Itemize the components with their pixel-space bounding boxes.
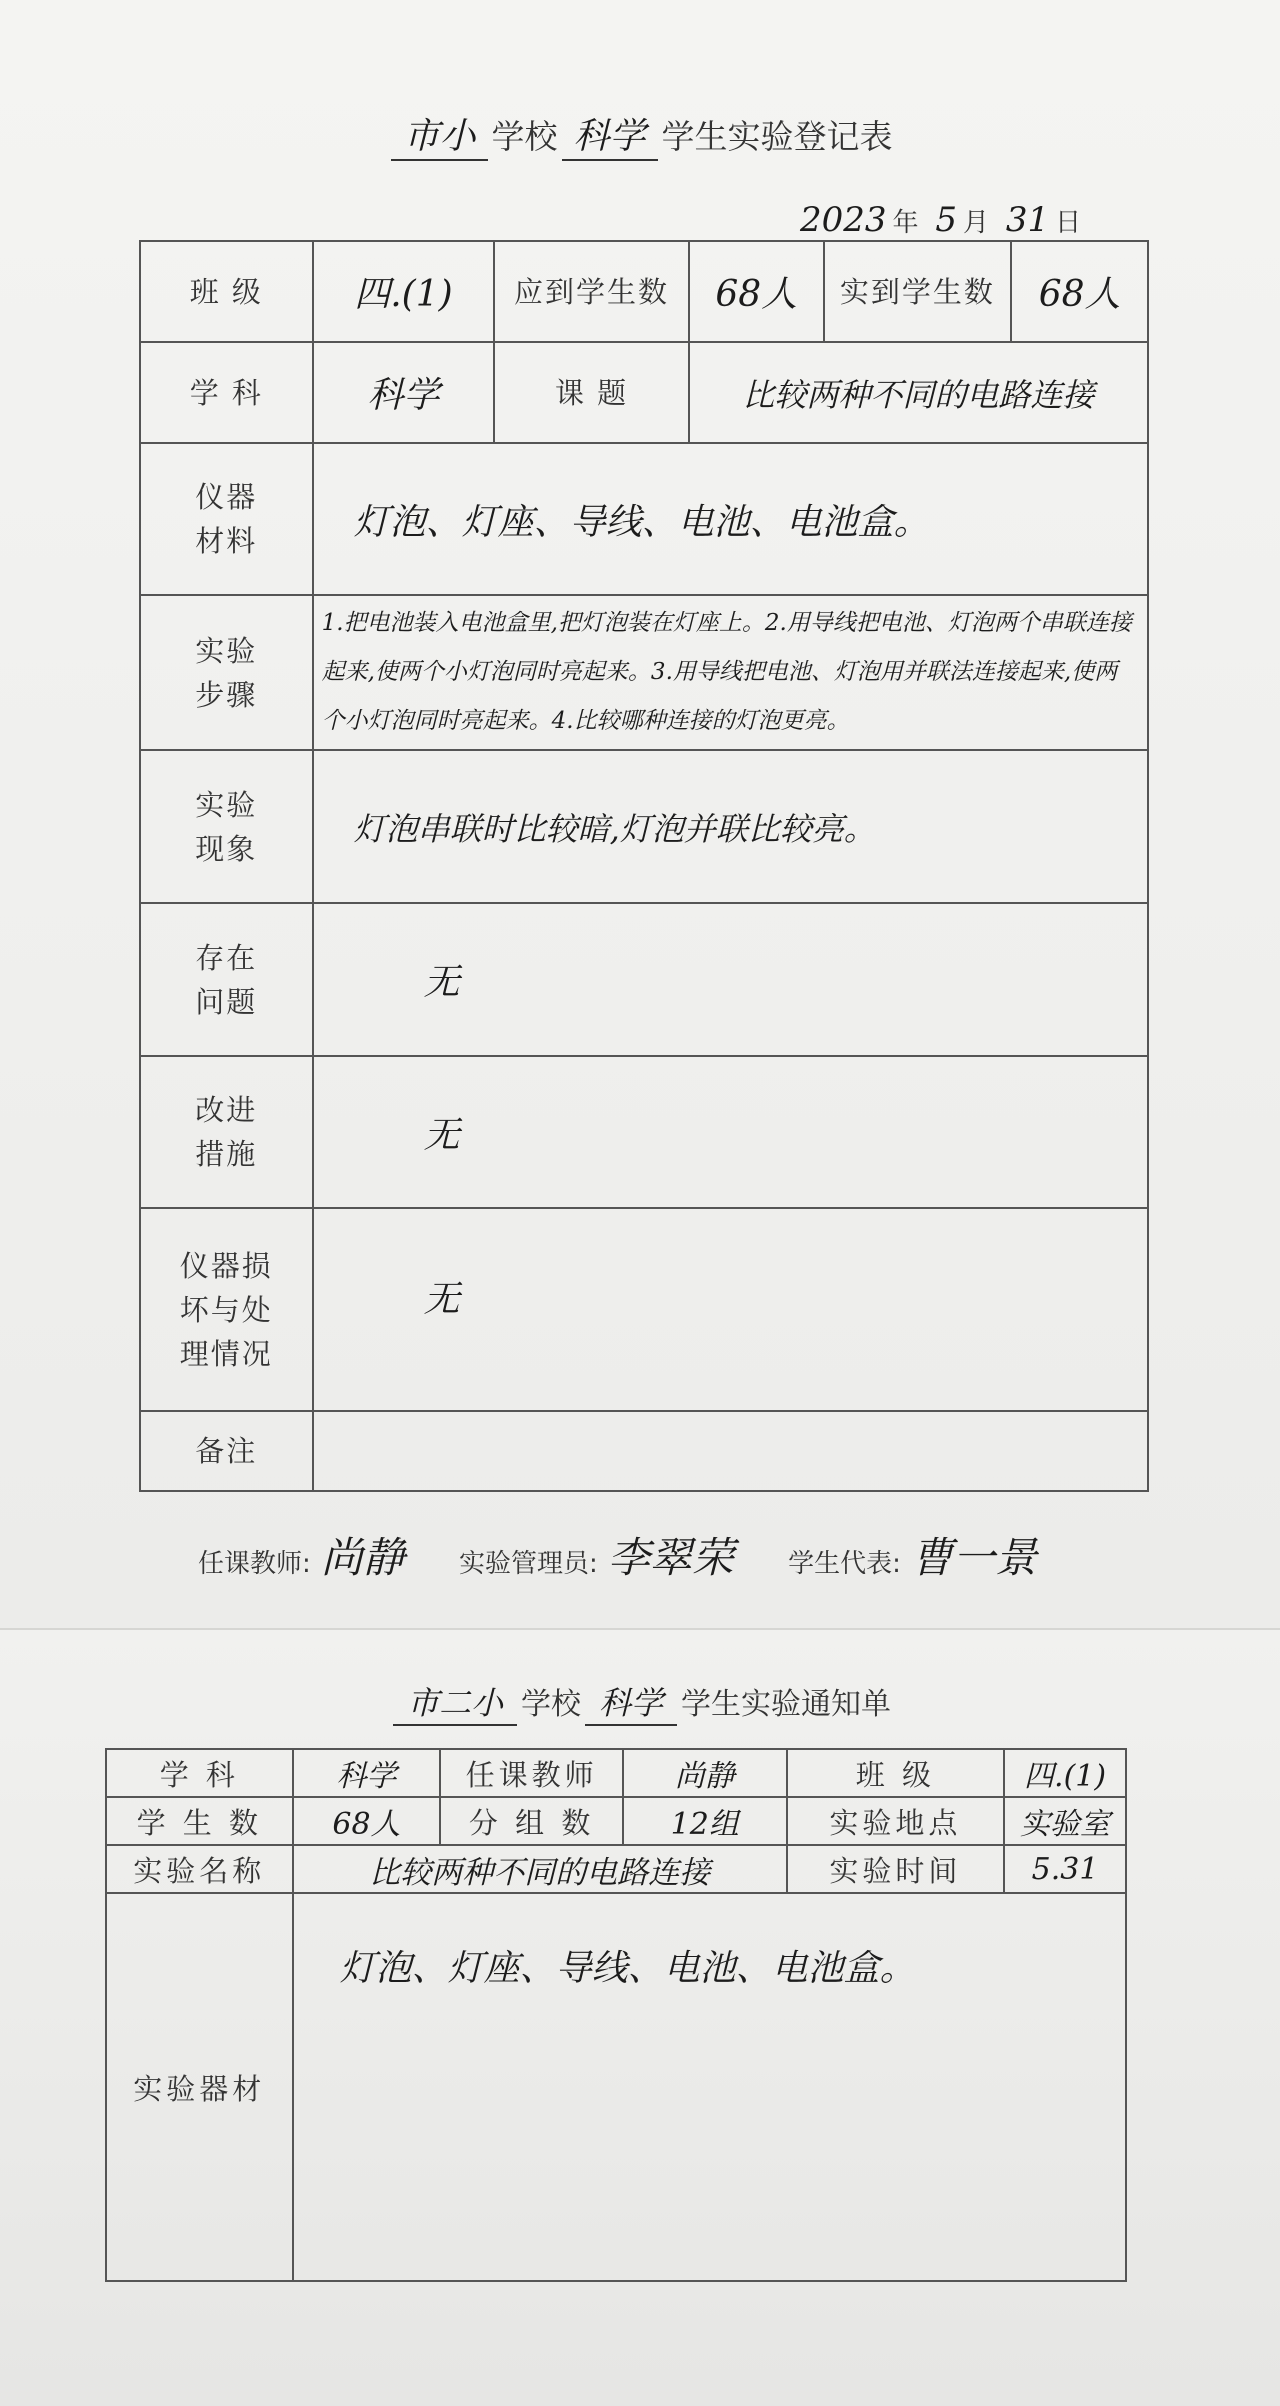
topic-label: 课 题 bbox=[494, 342, 689, 443]
problems-value: 无 bbox=[313, 903, 1148, 1056]
notice-time-label: 实验时间 bbox=[787, 1845, 1005, 1893]
expected-label: 应到学生数 bbox=[494, 241, 689, 342]
notice-time-value: 5.31 bbox=[1004, 1845, 1126, 1893]
notice-place-label: 实验地点 bbox=[787, 1797, 1005, 1845]
notice-table bbox=[105, 1748, 1127, 2282]
class-label: 班 级 bbox=[140, 241, 313, 342]
actual-label: 实到学生数 bbox=[824, 241, 1012, 342]
improve-label-line1: 改进 bbox=[195, 1093, 258, 1127]
notice-title-school-word: 学校 bbox=[521, 1687, 581, 1722]
notice-row-3 bbox=[106, 1845, 1126, 1893]
notice-subject-value: 科学 bbox=[293, 1749, 441, 1797]
notes-value bbox=[313, 1411, 1148, 1491]
problems-label-line1: 存在 bbox=[195, 940, 258, 975]
damage-label-line2: 坏与处 bbox=[179, 1292, 273, 1327]
steps-value: 1.把电池装入电池盒里,把灯泡装在灯座上。2.用导线把电池、灯泡两个串联连接起来,使两个小灯泡同时亮起来。3.用导线把电池、灯泡用并联法连接起来,使两个小灯泡同时亮起来。4.比较哪种连接的灯泡更亮。 bbox=[313, 595, 1148, 750]
improve-value: 无 bbox=[313, 1056, 1148, 1208]
notice-place-value: 实验室 bbox=[1004, 1797, 1126, 1845]
improve-label-line2: 措施 bbox=[195, 1137, 258, 1171]
steps-label-line2: 步骤 bbox=[195, 677, 258, 712]
notice-class-label: 班 级 bbox=[787, 1749, 1005, 1797]
notice-teacher-label: 任课教师 bbox=[440, 1749, 623, 1797]
date-day: 31 bbox=[1005, 200, 1050, 240]
notice-school-name: 市二小 bbox=[393, 1678, 517, 1726]
phenomena-label bbox=[140, 750, 313, 903]
notice-equipment-label: 实验器材 bbox=[106, 1893, 293, 2281]
teacher-signature: 尚静 bbox=[320, 1533, 405, 1582]
notice-title-form-name: 学生实验通知单 bbox=[681, 1687, 892, 1722]
notice-count-label: 学 生 数 bbox=[106, 1797, 293, 1845]
registration-table bbox=[139, 240, 1149, 1492]
damage-label-line3: 理情况 bbox=[179, 1336, 273, 1371]
date-year-label: 年 bbox=[892, 208, 919, 238]
row-damage bbox=[140, 1208, 1148, 1411]
notice-subject-name: 科学 bbox=[585, 1678, 677, 1726]
notice-name-value: 比较两种不同的电路连接 bbox=[293, 1845, 787, 1893]
notice-groups-value: 12组 bbox=[623, 1797, 787, 1845]
subject-label: 学 科 bbox=[140, 342, 313, 443]
notice-equipment-value: 灯泡、灯座、导线、电池、电池盒。 bbox=[293, 1893, 1126, 2281]
title-form-name: 学生实验登记表 bbox=[661, 117, 893, 156]
notice-row-1 bbox=[106, 1749, 1126, 1797]
admin-signature: 李翠荣 bbox=[607, 1533, 734, 1582]
row-notes bbox=[140, 1411, 1148, 1491]
date-year: 2023 bbox=[800, 200, 887, 240]
notice-teacher-value: 尚静 bbox=[623, 1749, 787, 1797]
improve-label bbox=[140, 1056, 313, 1208]
row-subject bbox=[140, 342, 1148, 443]
problems-label-line2: 问题 bbox=[195, 984, 258, 1019]
form2-title bbox=[0, 1678, 1280, 1726]
signatures bbox=[198, 1525, 1083, 1585]
phenomena-label-line2: 现象 bbox=[195, 831, 258, 866]
notice-count-value: 68人 bbox=[293, 1797, 441, 1845]
phenomena-value: 灯泡串联时比较暗,灯泡并联比较亮。 bbox=[313, 750, 1148, 903]
notice-subject-label: 学 科 bbox=[106, 1749, 293, 1797]
notice-groups-label: 分 组 数 bbox=[440, 1797, 623, 1845]
actual-value: 68人 bbox=[1011, 241, 1148, 342]
damage-value: 无 bbox=[313, 1208, 1148, 1411]
materials-label bbox=[140, 443, 313, 595]
damage-label-line1: 仪器损 bbox=[179, 1248, 273, 1283]
notice-name-label: 实验名称 bbox=[106, 1845, 293, 1893]
row-steps bbox=[140, 595, 1148, 750]
form-date bbox=[800, 200, 1087, 240]
admin-label: 实验管理员: bbox=[459, 1549, 598, 1579]
row-phenomena bbox=[140, 750, 1148, 903]
student-signature: 曹一景 bbox=[910, 1533, 1037, 1582]
form1-title bbox=[0, 108, 1280, 161]
notice-row-equipment bbox=[106, 1893, 1126, 2281]
phenomena-label-line1: 实验 bbox=[195, 787, 258, 822]
materials-label-line1: 仪器 bbox=[195, 480, 258, 514]
notice-sheet bbox=[0, 1628, 1280, 2406]
teacher-label: 任课教师: bbox=[198, 1549, 311, 1579]
expected-value: 68人 bbox=[689, 241, 824, 342]
topic-value: 比较两种不同的电路连接 bbox=[689, 342, 1148, 443]
materials-value: 灯泡、灯座、导线、电池、电池盒。 bbox=[313, 443, 1148, 595]
subject-name: 科学 bbox=[562, 108, 658, 161]
class-value: 四.(1) bbox=[313, 241, 495, 342]
date-month: 5 bbox=[935, 200, 957, 240]
row-class bbox=[140, 241, 1148, 342]
notice-class-value: 四.(1) bbox=[1004, 1749, 1126, 1797]
school-name: 市小 bbox=[391, 108, 487, 161]
materials-label-line2: 材料 bbox=[195, 524, 258, 558]
student-label: 学生代表: bbox=[788, 1549, 901, 1579]
row-problems bbox=[140, 903, 1148, 1056]
steps-label bbox=[140, 595, 313, 750]
notice-row-2 bbox=[106, 1797, 1126, 1845]
damage-label bbox=[140, 1208, 313, 1411]
row-materials bbox=[140, 443, 1148, 595]
date-month-label: 月 bbox=[963, 208, 990, 238]
notes-label: 备注 bbox=[140, 1411, 313, 1491]
title-school-word: 学校 bbox=[491, 117, 558, 156]
subject-value: 科学 bbox=[313, 342, 495, 443]
problems-label bbox=[140, 903, 313, 1056]
date-day-label: 日 bbox=[1055, 208, 1082, 238]
steps-label-line1: 实验 bbox=[195, 633, 258, 668]
row-improve bbox=[140, 1056, 1148, 1208]
